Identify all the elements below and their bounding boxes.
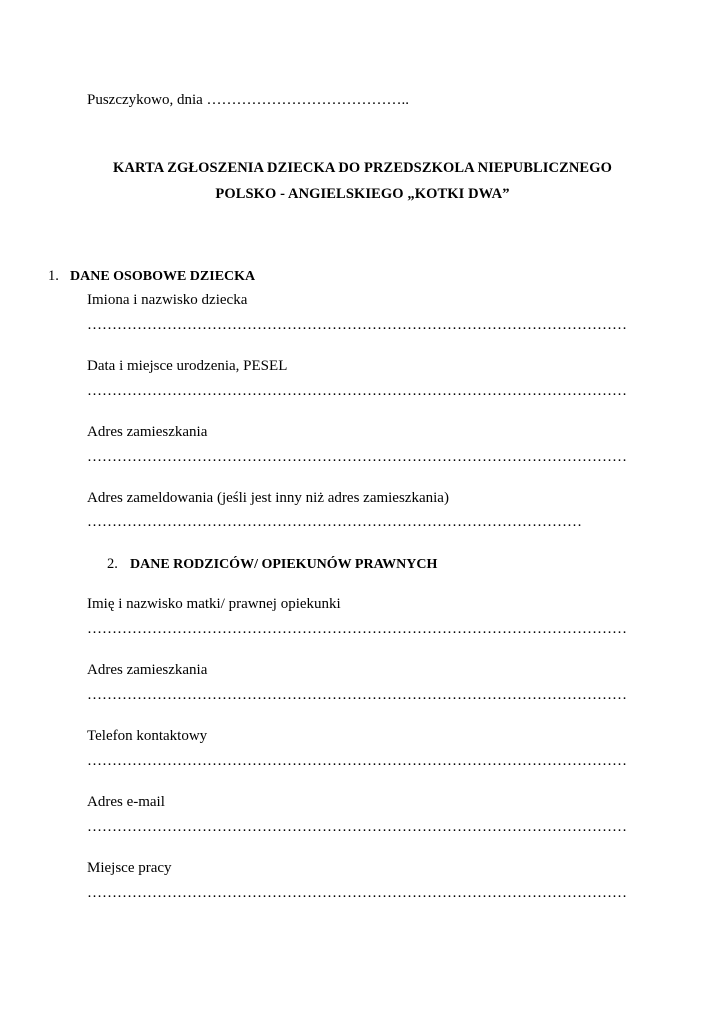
place-date-line[interactable]: Puszczykowo, dnia ………………………………….. (87, 92, 410, 108)
mother-name-field[interactable]: ……………………………………………………………………………………………… (87, 621, 627, 637)
child-name-label: Imiona i nazwisko dziecka (87, 292, 248, 308)
registered-address-label: Adres zameldowania (jeśli jest inny niż adres zamieszkania) (87, 490, 449, 506)
workplace-field[interactable]: ……………………………………………………………………………………………… (87, 885, 627, 901)
child-address-label: Adres zamieszkania (87, 424, 208, 440)
form-title-line-2: POLSKO - ANGIELSKIEGO „KOTKI DWA” (215, 186, 510, 202)
phone-label: Telefon kontaktowy (87, 728, 208, 744)
child-name-field[interactable]: ……………………………………………………………………………………………… (87, 317, 627, 333)
mother-name-label: Imię i nazwisko matki/ prawnej opiekunki (87, 596, 341, 612)
workplace-label: Miejsce pracy (87, 860, 172, 876)
parent-address-label: Adres zamieszkania (87, 662, 208, 678)
section-1-heading: DANE OSOBOWE DZIECKA (70, 269, 256, 284)
email-label: Adres e-mail (87, 794, 165, 810)
phone-field[interactable]: ……………………………………………………………………………………………… (87, 753, 627, 769)
child-address-field[interactable]: ……………………………………………………………………………………………… (87, 449, 627, 465)
birth-date-place-pesel-label: Data i miejsce urodzenia, PESEL (87, 358, 288, 374)
section-2-number: 2. (107, 556, 118, 572)
registered-address-field[interactable]: ……………………………………………………………………………………… (87, 514, 582, 530)
parent-address-field[interactable]: ……………………………………………………………………………………………… (87, 687, 627, 703)
section-1-number: 1. (48, 268, 59, 284)
birth-date-place-pesel-field[interactable]: ……………………………………………………………………………………………… (87, 383, 627, 399)
section-2-heading: DANE RODZICÓW/ OPIEKUNÓW PRAWNYCH (130, 557, 438, 572)
form-title-line-1: KARTA ZGŁOSZENIA DZIECKA DO PRZEDSZKOLA NIEPUBLICZNEGO (113, 160, 612, 176)
email-field[interactable]: ……………………………………………………………………………………………… (87, 819, 627, 835)
